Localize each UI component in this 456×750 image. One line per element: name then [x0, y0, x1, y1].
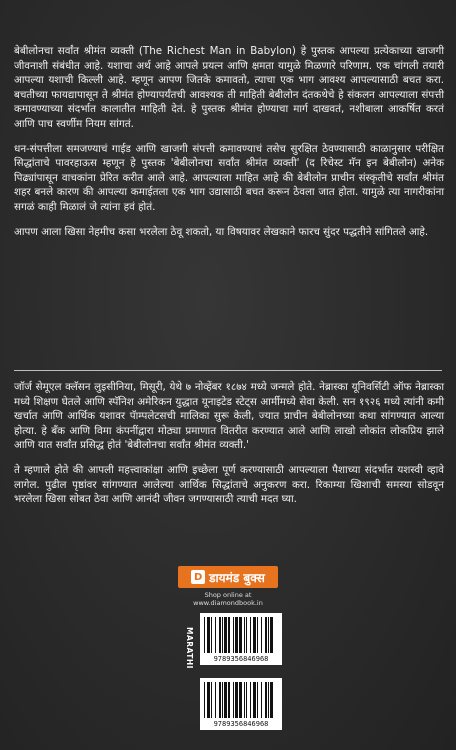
barcode-bar	[224, 617, 227, 653]
description-block	[14, 44, 444, 249]
barcode-bar	[250, 682, 251, 718]
barcode-bars	[204, 617, 278, 653]
publisher-name: डायमंड बुक्स	[209, 570, 265, 585]
description-paragraph-2: धन-संपत्तीला समजण्याचं गाईड आणि खाजगी संपत्ती कमावण्याचं तसेच सुरक्षित ठेवण्यासाठी काळानुसार परीक्षित सिद्धांताचे पावरहाऊस म्हणून हे पुस्तक 'बेबीलोनचा सर्वांत श्रीमंत व्यक्ती' (द रिचेस्ट मॅन इन बेबीलोन) अनेक पिढ्यांपासून वाचकांना प्रेरित करीत आले आहे. आपल्याला माहित आहे की बेबीलोन प्राचीन संस्कृतीचे सर्वांत श्रीमंत शहर बनले कारण की आपल्या कमाईतला एक भाग उद्यासाठी बचत करून ठेवला जात होता. यामुळे त्या नागरीकांना सगळं काही मिळालं जे त्यांना हवं होतं.	[14, 142, 444, 213]
description-paragraph-1: बेबीलोनचा सर्वांत श्रीमंत व्यक्ती (The Richest Man in Babylon) हे पुस्तक आपल्या प्रत्येकाच्या खाजगी जीवनाशी संबंधीत आहे. यशाचा अर्थ आहे आपले प्रयत्न आणि क्षमता यामुळे मिळणारे परिणाम. एक चांगली तयारी आपल्या यशाची किल्ली आहे. म्हणून आपण जितके कमावतो, त्याचा एक भाग आवश्य आपल्यासाठी बचत करा. बचतीच्या फायद्यापासून ते श्रीमंत होण्यापर्यंतची आवश्यक ती माहिती बेबीलोन दंतकथेचे हे संकलन आपल्याला संपत्ती कमावण्याच्या संदर्भात कालातीत माहिती देतं. हे पुस्तक श्रीमंत होण्याचा मार्ग दाखवतं, नशीबाला आकर्षित करतं आणि पाच स्वर्णीम नियम सांगतं.	[14, 45, 444, 130]
isbn-number: 9789356846968	[213, 720, 269, 728]
publisher-logo	[178, 566, 278, 607]
barcode-bar	[268, 682, 269, 718]
barcode-bar	[207, 682, 210, 718]
language-label: MARATHI	[185, 627, 194, 669]
barcode-bar	[239, 617, 242, 653]
barcode-bar	[265, 617, 267, 653]
section-divider	[14, 370, 442, 371]
barcode-bar	[222, 617, 223, 653]
isbn-number: 9789356846968	[213, 655, 269, 663]
barcode-bar	[235, 682, 238, 718]
barcode-bar	[222, 682, 223, 718]
barcode-bar	[244, 682, 245, 718]
barcode-bars	[204, 682, 278, 718]
barcode-bar	[246, 682, 247, 718]
barcode-bar	[244, 617, 245, 653]
author-block	[14, 380, 444, 517]
barcode-bar	[270, 617, 273, 653]
barcode-bar	[268, 617, 269, 653]
diamond-icon: D	[191, 570, 205, 584]
barcode-bar	[246, 617, 247, 653]
barcode-bar	[257, 682, 258, 718]
barcode-bar	[228, 617, 230, 653]
barcode-bar	[204, 682, 205, 718]
barcode-bar	[215, 682, 216, 718]
barcode-bar	[250, 617, 251, 653]
barcode-bar	[261, 682, 262, 718]
isbn-barcode	[200, 613, 282, 665]
barcode-bar	[224, 682, 227, 718]
barcode-bar	[235, 617, 238, 653]
barcode-bar	[265, 682, 267, 718]
barcode-bar	[204, 617, 205, 653]
barcode-bar	[253, 682, 256, 718]
author-paragraph-1: जॉर्ज सेमूएल क्लॅसन लुइसीनिया, मिसूरी, येथे ७ नोव्हेंबर १८७४ मध्ये जन्मले होते. नेब्रास्का यूनिवर्सिटी ऑफ नेब्रास्का मध्ये शिक्षण घेतले आणि स्पॅनिश अमेरिकन युद्धात यूनाइटेड स्टेट्स आर्मीमध्ये सेवा केली. सन १९२६ मध्ये त्यांनी कमी खर्चात आणि आर्थिक यशावर पॅाम्पलेटसची मालिका सुरू केली, ज्यात प्राचीन बेबीलोनच्या कथा सांगण्यात आल्या होत्या. हे बँक आणि विमा कंपनींद्वारा मोठ्या प्रमाणात वितरीत करण्यात आले आणि लाखो लोकांत लोकप्रिय झाले आणि यात सर्वांत प्रसिद्ध होतं 'बेबीलोनचा सर्वांत श्रीमंत व्यक्ती.'	[14, 381, 444, 452]
barcode-bar	[215, 617, 216, 653]
barcode-bar	[207, 617, 210, 653]
barcode-bar	[219, 682, 221, 718]
barcode-bar	[219, 617, 221, 653]
barcode-bar	[211, 617, 212, 653]
barcode-bar	[253, 617, 256, 653]
author-paragraph-2: ते म्हणाले होते की आपली महत्त्वाकांक्षा आणि इच्छेला पूर्ण करण्यासाठी आपल्याला पैशाच्या संदर्भात यशस्वी व्हावे लागेल. पुढील पृष्ठांवर सांगण्यात आलेल्या आर्थिक सिद्धांताचे अनुकरण करा. रिकाम्या खिशाची समस्या सोडवून भरलेला खिसा सोबत ठेवा आणि आनंदी जीवन जगण्यासाठी त्याची मदत घ्या.	[14, 463, 444, 506]
barcode-bar	[261, 617, 262, 653]
barcode-bar	[270, 682, 273, 718]
publisher-url: Shop online at www.diamondbook.in	[193, 591, 263, 607]
description-paragraph-3: आपण आला खिसा नेहमीच कसा भरलेला ठेवू शकतो, या विषयावर लेखकाने फारच सुंदर पद्धतीने सांगितले आहे.	[14, 225, 429, 238]
barcode-bar	[257, 617, 258, 653]
barcode-bar	[233, 617, 234, 653]
barcode-bar	[211, 682, 212, 718]
isbn-barcode	[200, 678, 282, 730]
barcode-bar	[239, 682, 242, 718]
barcode-bar	[228, 682, 230, 718]
barcode-bar	[233, 682, 234, 718]
